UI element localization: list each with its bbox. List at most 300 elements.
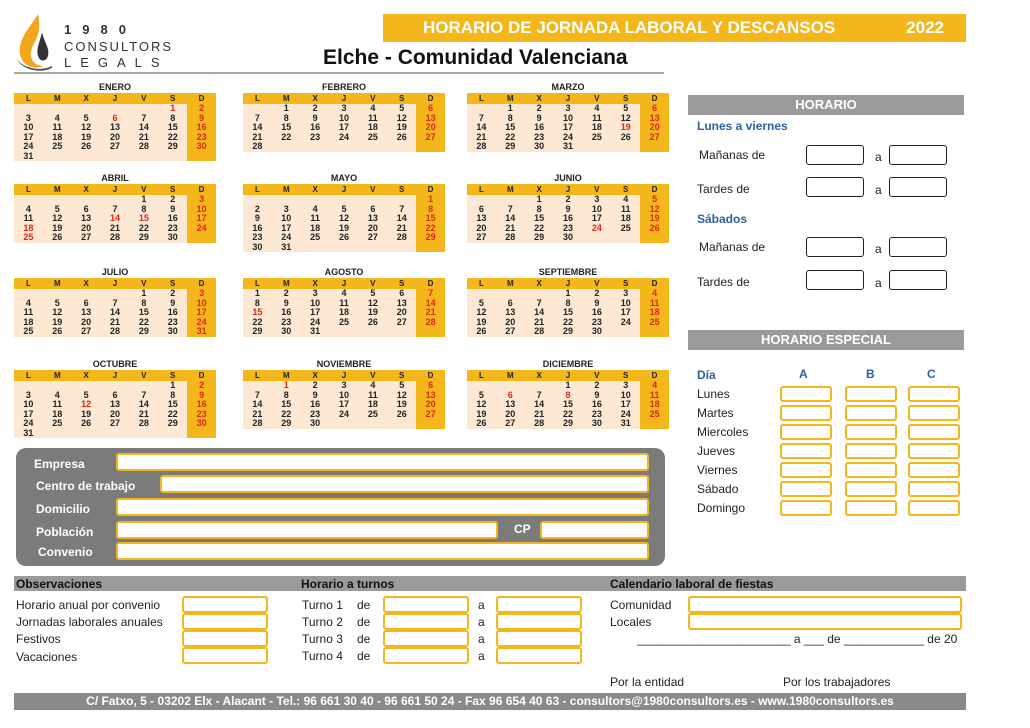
- weekday-morning-from-field[interactable]: [806, 145, 864, 165]
- day-cell: 1: [536, 194, 542, 204]
- weekday-header: X: [72, 93, 101, 104]
- month-name: MARZO: [551, 82, 585, 92]
- day-cell: 14: [416, 299, 445, 309]
- especial-field-a[interactable]: [780, 386, 832, 402]
- day-cell: 20: [505, 408, 516, 419]
- day-cell: 8: [507, 112, 513, 123]
- day-cell: 2: [565, 194, 571, 204]
- page-title: HORARIO DE JORNADA LABORAL Y DESCANSOS: [423, 18, 836, 37]
- day-cell: 29: [167, 141, 178, 151]
- empty-day-cell: [358, 419, 387, 429]
- especial-field-c[interactable]: [908, 481, 960, 497]
- turno-from-field[interactable]: [383, 596, 469, 613]
- especial-field-b[interactable]: [845, 386, 897, 402]
- day-cell: 24: [562, 131, 573, 142]
- weekday-header: M: [496, 184, 525, 195]
- day-cell: 16: [252, 222, 263, 233]
- weekday-header: M: [496, 93, 525, 104]
- weekday-header: J: [101, 93, 130, 104]
- especial-field-b[interactable]: [845, 481, 897, 497]
- day-cell: 22: [138, 222, 149, 233]
- day-cell: 5: [83, 112, 89, 123]
- day-cell: 18: [338, 307, 349, 317]
- weekdays-label: Lunes a viernes: [697, 119, 788, 133]
- turno-label: Turno 4: [302, 649, 343, 663]
- day-cell: 13: [505, 399, 516, 409]
- title-divider: [14, 72, 664, 74]
- turno-label: Turno 3: [302, 632, 343, 646]
- day-cell: 22: [534, 222, 545, 233]
- day-cell: 18: [310, 222, 321, 233]
- weekday-header: S: [611, 93, 640, 104]
- especial-day-label: Lunes: [697, 387, 730, 401]
- day-cell: 30: [562, 232, 573, 242]
- day-cell: 15: [167, 122, 178, 132]
- day-cell: 4: [594, 103, 600, 113]
- especial-day-label: Sábado: [697, 482, 739, 496]
- day-cell: 31: [620, 418, 631, 428]
- day-cell: 12: [81, 122, 92, 132]
- day-cell: 5: [640, 195, 669, 205]
- especial-field-b[interactable]: [845, 500, 897, 516]
- weekday-header: X: [301, 93, 330, 104]
- day-cell: 14: [534, 307, 545, 317]
- day-cell: 1: [283, 380, 289, 390]
- day-cell: 17: [591, 213, 602, 223]
- especial-field-a[interactable]: [780, 443, 832, 459]
- day-cell: 13: [109, 122, 120, 132]
- weekday-header: V: [129, 370, 158, 381]
- day-cell: 10: [310, 297, 321, 308]
- day-cell: 31: [562, 141, 573, 151]
- day-cell: 18: [620, 213, 631, 223]
- empty-day-cell: [387, 142, 416, 152]
- day-cell: 30: [252, 241, 263, 252]
- month-name: DICIEMBRE: [542, 359, 594, 369]
- day-cell: 7: [478, 112, 484, 123]
- day-cell: 4: [54, 112, 60, 123]
- empty-day-cell: [387, 419, 416, 429]
- day-cell: 2: [187, 104, 216, 114]
- especial-field-b[interactable]: [845, 405, 897, 421]
- empty-day-cell: [640, 327, 669, 337]
- day-cell: 5: [341, 203, 347, 214]
- centro-field[interactable]: [160, 475, 649, 493]
- day-cell: 14: [476, 122, 487, 132]
- day-cell: 31: [187, 327, 216, 337]
- day-cell: 2: [312, 380, 318, 390]
- day-cell: 6: [640, 104, 669, 114]
- day-cell: 14: [138, 399, 149, 409]
- turno-label: Turno 1: [302, 598, 343, 612]
- day-cell: 21: [138, 408, 149, 419]
- day-cell: 2: [594, 380, 600, 390]
- day-cell: 29: [416, 233, 445, 243]
- day-cell: 27: [367, 232, 378, 242]
- domicilio-field[interactable]: [116, 498, 649, 516]
- especial-field-b[interactable]: [845, 443, 897, 459]
- logo-line-2: CONSULTORS: [64, 39, 174, 54]
- day-cell: 30: [187, 142, 216, 152]
- weekday-header: X: [525, 184, 554, 195]
- day-cell: 7: [536, 389, 542, 400]
- day-cell: 4: [25, 203, 31, 214]
- day-cell: 11: [620, 203, 631, 214]
- day-cell: 1: [565, 380, 571, 390]
- day-cell: 16: [187, 123, 216, 133]
- day-cell: 14: [252, 122, 263, 132]
- empty-day-cell: [101, 152, 130, 162]
- day-cell: 24: [338, 408, 349, 419]
- weekday-header: J: [330, 278, 359, 289]
- saturday-afternoon-from-field[interactable]: [806, 270, 864, 290]
- turno-to-field[interactable]: [496, 596, 582, 613]
- day-cell: 12: [476, 307, 487, 317]
- saturday-afternoon-to-field[interactable]: [889, 270, 947, 290]
- day-cell: 1: [170, 380, 176, 390]
- weekday-header: L: [243, 370, 272, 381]
- empty-day-cell: [43, 152, 72, 162]
- cp-field[interactable]: [540, 521, 649, 539]
- weekday-header: V: [582, 278, 611, 289]
- empty-day-cell: [640, 233, 669, 243]
- especial-field-a[interactable]: [780, 500, 832, 516]
- day-cell: 25: [367, 408, 378, 419]
- day-cell: 20: [109, 408, 120, 419]
- day-cell: 28: [534, 418, 545, 428]
- empresa-label: Empresa: [34, 457, 85, 471]
- especial-field-b[interactable]: [845, 424, 897, 440]
- day-cell: 18: [640, 400, 669, 410]
- month-days-grid: [14, 370, 216, 438]
- date-line: _______________________ a ___ de ____________ de 20: [637, 632, 958, 646]
- weekday-header: X: [301, 278, 330, 289]
- day-cell: 12: [338, 213, 349, 223]
- month-name: JUNIO: [554, 173, 582, 183]
- comunidad-field[interactable]: [688, 596, 962, 613]
- especial-field-a[interactable]: [780, 462, 832, 478]
- weekday-header: J: [554, 93, 583, 104]
- weekday-header: L: [14, 370, 43, 381]
- day-cell: 15: [562, 307, 573, 317]
- day-cell: 2: [594, 288, 600, 298]
- month-name: JULIO: [101, 267, 129, 277]
- day-cell: 25: [52, 141, 63, 151]
- month-days-grid: [467, 370, 669, 429]
- day-cell: 2: [170, 288, 176, 298]
- month-junio: [467, 172, 669, 243]
- especial-field-c[interactable]: [908, 500, 960, 516]
- especial-field-c[interactable]: [908, 424, 960, 440]
- day-cell: 2: [283, 288, 289, 298]
- especial-field-b[interactable]: [845, 462, 897, 478]
- day-cell: 29: [138, 232, 149, 242]
- weekday-header: M: [496, 370, 525, 381]
- weekday-header: S: [387, 93, 416, 104]
- day-cell: 7: [416, 289, 445, 299]
- empty-day-cell: [611, 233, 640, 243]
- weekday-morning-to-field[interactable]: [889, 145, 947, 165]
- weekday-header: X: [525, 370, 554, 381]
- day-cell: 29: [252, 326, 263, 336]
- day-cell: 9: [170, 297, 176, 308]
- turno-de-label: de: [357, 632, 371, 646]
- signature-trabajadores: Por los trabajadores: [783, 675, 891, 689]
- weekday-header: D: [187, 370, 216, 381]
- day-cell: 21: [138, 131, 149, 142]
- empty-day-cell: [158, 152, 187, 162]
- saturday-morning-a-label: a: [875, 242, 882, 256]
- day-cell: 5: [370, 288, 376, 298]
- empresa-field[interactable]: [116, 453, 649, 471]
- day-cell: 7: [112, 203, 118, 214]
- day-cell: 23: [281, 316, 292, 327]
- weekday-afternoon-from-field[interactable]: [806, 177, 864, 197]
- day-cell: 23: [562, 222, 573, 233]
- weekday-header: S: [611, 370, 640, 381]
- day-cell: 19: [338, 222, 349, 233]
- day-cell: 16: [167, 307, 178, 317]
- month-days-grid: [467, 93, 669, 152]
- weekday-header: L: [467, 184, 496, 195]
- day-cell: 26: [476, 418, 487, 428]
- empty-day-cell: [301, 142, 330, 152]
- day-cell: 23: [167, 316, 178, 327]
- day-cell: 21: [396, 222, 407, 233]
- especial-field-a[interactable]: [780, 481, 832, 497]
- day-cell: 26: [52, 232, 63, 242]
- especial-field-c[interactable]: [908, 405, 960, 421]
- weekday-header: D: [416, 370, 445, 381]
- day-cell: 13: [416, 114, 445, 124]
- month-name: SEPTIEMBRE: [538, 267, 598, 277]
- turno-to-field[interactable]: [496, 613, 582, 630]
- poblacion-field[interactable]: [116, 521, 498, 539]
- empty-day-cell: [330, 243, 359, 253]
- day-cell: 13: [367, 213, 378, 223]
- day-cell: 8: [565, 389, 571, 400]
- day-cell: 8: [283, 112, 289, 123]
- day-cell: 3: [594, 194, 600, 204]
- empty-day-cell: [301, 243, 330, 253]
- month-days-grid: [14, 278, 216, 337]
- weekday-header: X: [72, 370, 101, 381]
- day-cell: 5: [399, 380, 405, 390]
- day-cell: 6: [112, 112, 118, 123]
- obs-item-festivos: Festivos: [16, 632, 61, 646]
- locales-field[interactable]: [688, 613, 962, 630]
- weekday-header: D: [416, 184, 445, 195]
- empty-day-cell: [640, 419, 669, 429]
- weekday-header: M: [43, 370, 72, 381]
- day-cell: 16: [310, 122, 321, 132]
- day-cell: 5: [623, 103, 629, 113]
- day-cell: 12: [81, 399, 92, 409]
- day-cell: 10: [281, 213, 292, 223]
- weekday-header: S: [611, 184, 640, 195]
- day-cell: 13: [416, 391, 445, 401]
- empty-day-cell: [582, 233, 611, 243]
- day-cell: 18: [640, 308, 669, 318]
- day-cell: 7: [254, 389, 260, 400]
- especial-field-c[interactable]: [908, 386, 960, 402]
- obs-festivos-field[interactable]: [182, 630, 268, 647]
- day-cell: 23: [591, 316, 602, 327]
- weekday-header: D: [416, 278, 445, 289]
- weekday-afternoon-to-field[interactable]: [889, 177, 947, 197]
- day-cell: 31: [23, 427, 34, 438]
- empty-day-cell: [358, 327, 387, 337]
- day-cell: 17: [310, 307, 321, 317]
- empty-day-cell: [272, 142, 301, 152]
- weekday-header: L: [14, 278, 43, 289]
- month-name: OCTUBRE: [92, 359, 138, 369]
- day-cell: 10: [562, 112, 573, 123]
- convenio-field[interactable]: [116, 542, 649, 560]
- empty-day-cell: [72, 429, 101, 439]
- turno-from-field[interactable]: [383, 647, 469, 664]
- day-cell: 3: [187, 289, 216, 299]
- day-cell: 20: [367, 222, 378, 233]
- day-cell: 26: [338, 232, 349, 242]
- weekday-header: V: [129, 93, 158, 104]
- day-cell: 30: [591, 326, 602, 336]
- empty-day-cell: [611, 327, 640, 337]
- month-days-grid: [243, 370, 445, 429]
- empty-day-cell: [330, 419, 359, 429]
- saturday-morning-to-field[interactable]: [889, 237, 947, 257]
- day-cell: 12: [396, 112, 407, 123]
- day-cell: 24: [281, 232, 292, 242]
- day-cell: 15: [416, 214, 445, 224]
- month-days-grid: [243, 93, 445, 152]
- empty-day-cell: [416, 142, 445, 152]
- obs-vacaciones-field[interactable]: [182, 647, 268, 664]
- day-cell: 10: [187, 299, 216, 309]
- especial-field-c[interactable]: [908, 462, 960, 478]
- empty-day-cell: [358, 243, 387, 253]
- turno-from-field[interactable]: [383, 613, 469, 630]
- day-cell: 6: [399, 288, 405, 298]
- day-cell: 13: [396, 297, 407, 308]
- day-cell: 12: [52, 307, 63, 317]
- day-cell: 21: [534, 408, 545, 419]
- day-cell: 3: [25, 389, 31, 400]
- day-cell: 19: [620, 122, 631, 132]
- day-cell: 1: [141, 288, 147, 298]
- weekday-header: D: [640, 278, 669, 289]
- day-cell: 8: [536, 203, 542, 214]
- column-a-label: A: [799, 367, 808, 381]
- day-cell: 30: [534, 141, 545, 151]
- day-cell: 15: [562, 399, 573, 409]
- day-cell: 22: [416, 224, 445, 234]
- day-cell: 4: [640, 381, 669, 391]
- weekday-header: L: [467, 278, 496, 289]
- day-cell: 17: [23, 408, 34, 419]
- month-name: ENERO: [98, 82, 131, 92]
- day-cell: 9: [312, 389, 318, 400]
- day-cell: 16: [562, 213, 573, 223]
- especial-field-a[interactable]: [780, 405, 832, 421]
- day-cell: 20: [476, 222, 487, 233]
- saturday-morning-from-field[interactable]: [806, 237, 864, 257]
- empty-day-cell: [330, 142, 359, 152]
- turno-a-label: a: [478, 598, 485, 612]
- day-cell: 26: [52, 326, 63, 336]
- turno-to-field[interactable]: [496, 647, 582, 664]
- day-cell: 11: [23, 307, 34, 317]
- day-cell: 21: [109, 316, 120, 327]
- day-cell: 21: [476, 131, 487, 142]
- day-cell: 19: [52, 316, 63, 327]
- day-cell: 11: [368, 389, 378, 400]
- obs-horario-field[interactable]: [182, 596, 268, 613]
- turno-from-field[interactable]: [383, 630, 469, 647]
- saturday-afternoon-a-label: a: [875, 276, 882, 290]
- especial-day-label: Viernes: [697, 463, 738, 477]
- day-cell: 28: [109, 326, 120, 336]
- weekday-header: S: [611, 278, 640, 289]
- obs-item-vacaciones: Vacaciones: [16, 650, 78, 664]
- day-cell: 21: [416, 308, 445, 318]
- day-cell: 22: [562, 316, 573, 327]
- day-cell: 7: [536, 297, 542, 308]
- obs-jornadas-field[interactable]: [182, 613, 268, 630]
- day-cell: 21: [252, 131, 263, 142]
- weekday-header: J: [101, 278, 130, 289]
- month-mayo: [243, 172, 445, 252]
- empty-day-cell: [387, 327, 416, 337]
- day-cell: 19: [476, 316, 487, 327]
- especial-field-c[interactable]: [908, 443, 960, 459]
- page-subtitle: Elche - Comunidad Valenciana: [323, 46, 628, 69]
- weekday-header: D: [187, 93, 216, 104]
- turno-to-field[interactable]: [496, 630, 582, 647]
- logo-line-3: LEGALS: [64, 55, 169, 70]
- especial-day-label: Jueves: [697, 444, 736, 458]
- day-cell: 21: [252, 408, 263, 419]
- column-c-label: C: [927, 367, 936, 381]
- day-cell: 9: [594, 297, 600, 308]
- horario-especial-header: HORARIO ESPECIAL: [688, 330, 964, 350]
- day-cell: 23: [167, 222, 178, 233]
- day-cell: 28: [109, 232, 120, 242]
- day-cell: 23: [310, 131, 321, 142]
- day-cell: 27: [81, 326, 92, 336]
- turno-de-label: de: [357, 649, 371, 663]
- especial-field-a[interactable]: [780, 424, 832, 440]
- day-cell: 24: [591, 222, 602, 233]
- day-cell: 11: [23, 213, 34, 223]
- weekday-header: L: [243, 93, 272, 104]
- day-cell: 29: [505, 141, 516, 151]
- day-cell: 25: [640, 410, 669, 420]
- empty-day-cell: [387, 243, 416, 253]
- weekday-header: S: [158, 93, 187, 104]
- day-cell: 20: [81, 222, 92, 233]
- day-cell: 31: [310, 326, 321, 336]
- month-days-grid: [243, 184, 445, 252]
- day-cell: 19: [396, 122, 407, 132]
- day-cell: 8: [141, 297, 147, 308]
- day-cell: 29: [562, 326, 573, 336]
- weekday-header: S: [158, 184, 187, 195]
- day-cell: 16: [310, 399, 321, 409]
- day-cell: 3: [623, 288, 629, 298]
- day-cell: 16: [591, 399, 602, 409]
- day-cell: 6: [478, 203, 484, 214]
